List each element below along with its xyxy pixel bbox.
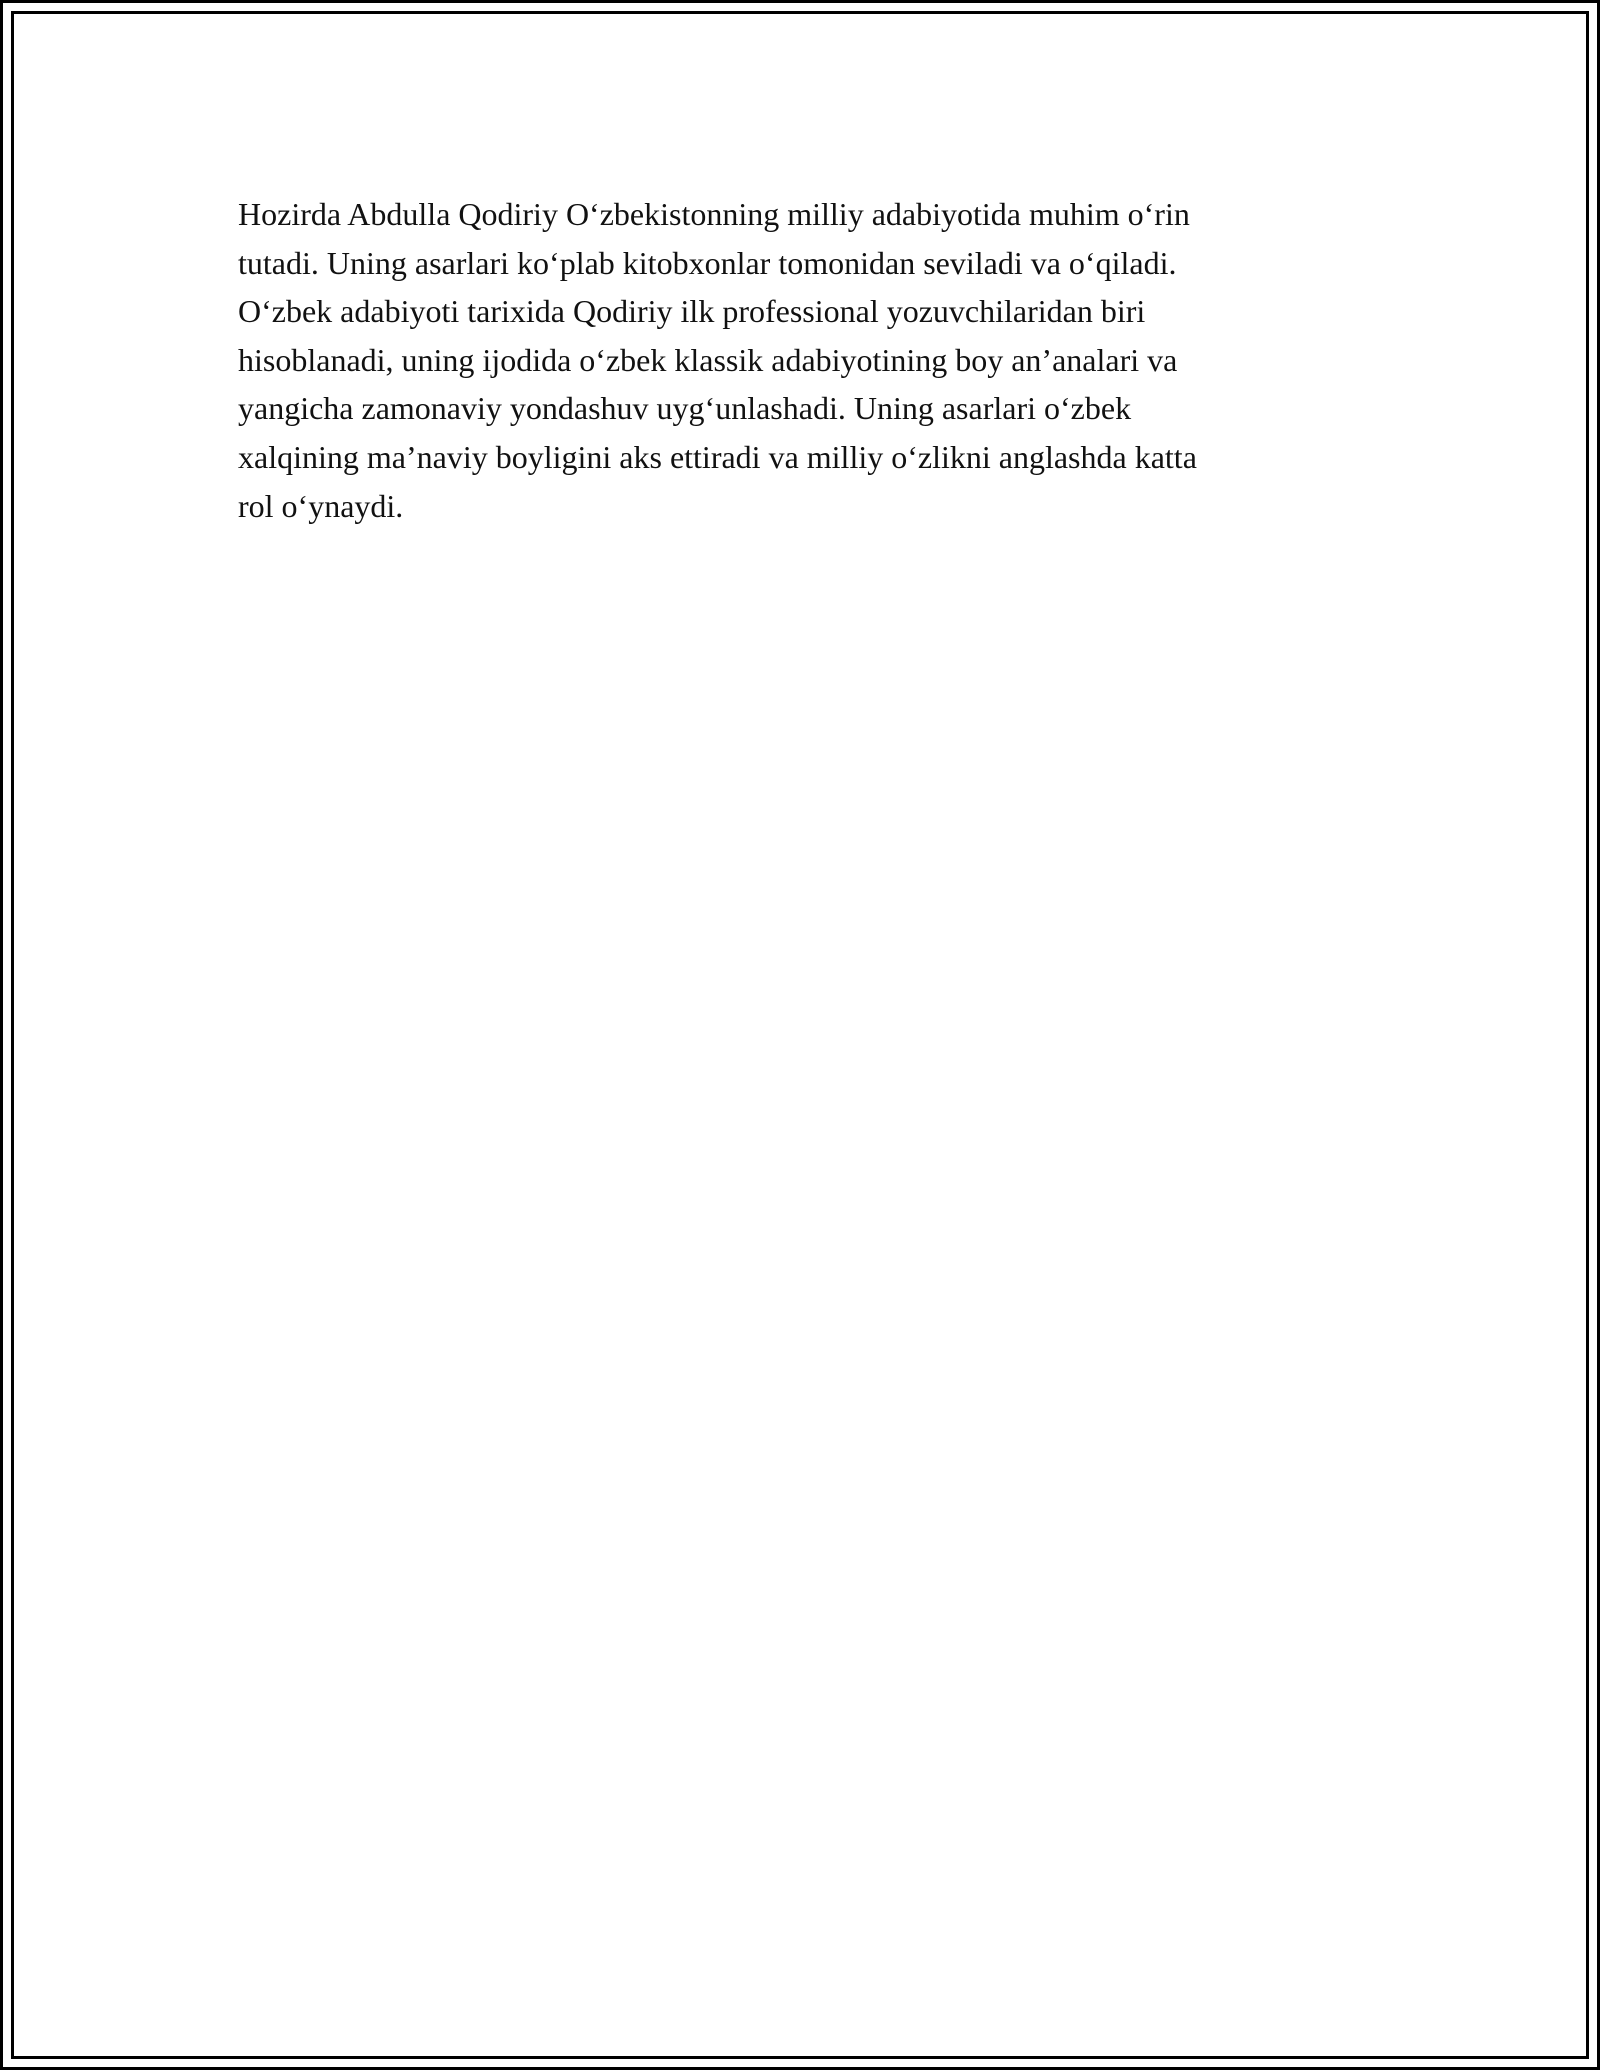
body-paragraph: Hozirda Abdulla Qodiriy O‘zbekistonning milliy adabiyotida muhim o‘rin tutadi. Uning asarlari ko‘plab kitobxonlar tomonidan seviladi va o‘qiladi. O‘zbek adabiyoti tarixida Qodiriy ilk professional yozuvchilaridan biri hisoblanadi, uning ijodida o‘zbek klassik adabiyotining boy an’analari va yangicha zamonaviy yondashuv uyg‘unlashadi. Uning asarlari o‘zbek xalqining ma’naviy boyligini aks ettiradi va milliy o‘zlikni anglashda katta rol o‘ynaydi. <box>238 196 1197 524</box>
